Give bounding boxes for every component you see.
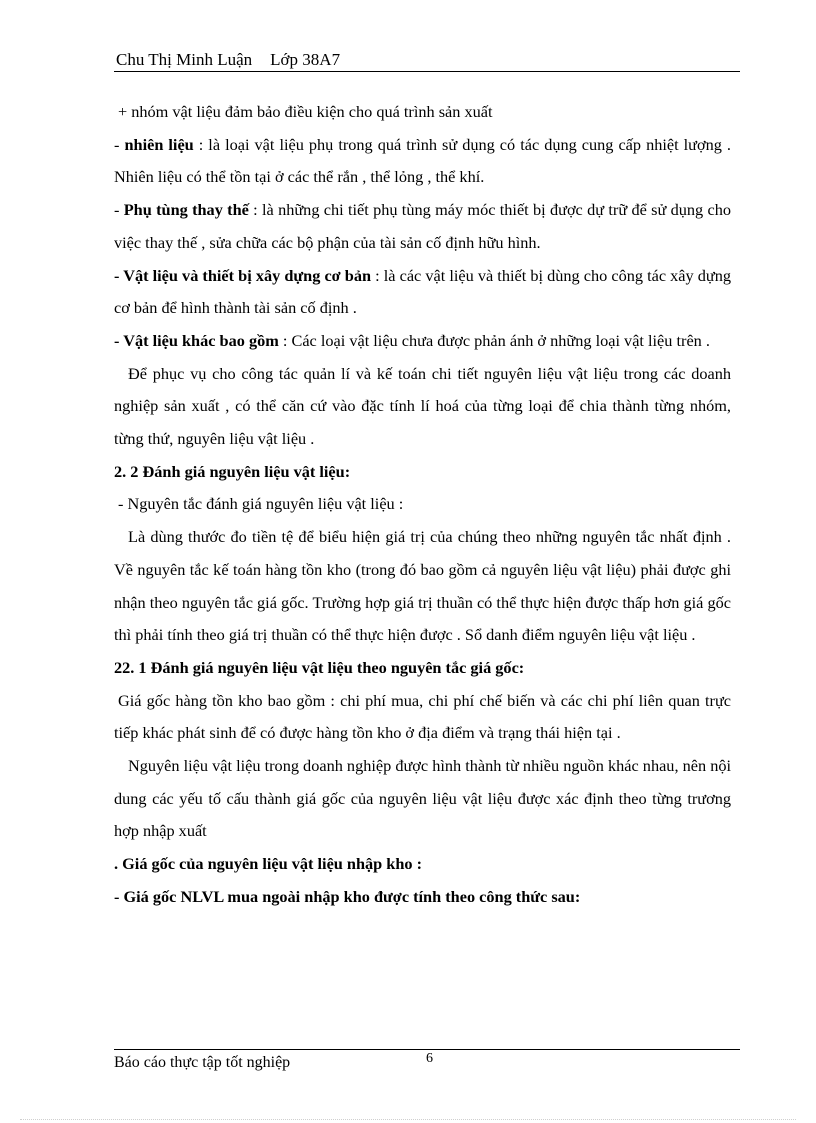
paragraph-6: Để phục vụ cho công tác quản lí và kế toán chi tiết nguyên liệu vật liệu trong các doanh nghiệp sản xuất , có thể căn cứ vào đặc tính lí hoá của từng loại để chia thành từng nhóm, từng thứ, nguyên liệu vật liệu . bbox=[114, 363, 731, 449]
class-name: Lớp 38A7 bbox=[270, 50, 341, 69]
term-vat-lieu-khac: - Vật liệu khác bao gồm bbox=[114, 330, 279, 350]
term-vat-lieu-xay-dung: - Vật liệu và thiết bị xây dựng cơ bản bbox=[114, 265, 372, 285]
paragraph-3: - Phụ tùng thay thế : là những chi tiết phụ tùng máy móc thiết bị được dự trữ để sử dụng cho việc thay thế , sửa chữa các bộ phận của tài sản cố định hữu hình. bbox=[114, 200, 731, 252]
paragraph-7: - Nguyên tắc đánh giá nguyên liệu vật liệu : bbox=[118, 494, 404, 514]
paragraph-9: Giá gốc hàng tồn kho bao gồm : chi phí mua, chi phí chế biến và các chi phí liên quan trực tiếp khác phát sinh để có được hàng tồn kho ở địa điểm và trạng thái hiện tại . bbox=[114, 690, 731, 743]
paragraph-5: - Vật liệu khác bao gồm : Các loại vật liệu chưa được phản ánh ở những loại vật liệu trên . bbox=[114, 330, 710, 350]
term-nhien-lieu: nhiên liệu bbox=[124, 134, 194, 154]
paragraph-8: Là dùng thước đo tiền tệ để biểu hiện giá trị của chúng theo những nguyên tắc nhất định . Về nguyên tắc kế toán hàng tồn kho (trong đó bao gồm cả nguyên liệu vật liệu) phải được ghi nhận theo nguyên tắc giá gốc. Trường hợp giá trị thuần có thể thực hiện được thấp hơn giá gốc thì phải tính theo giá trị thuần có thể thực hiện được . Sổ danh điểm nguyên liệu vật liệu . bbox=[114, 527, 731, 645]
footer-title: Báo cáo thực tập tốt nghiệp bbox=[114, 1054, 291, 1071]
page-edge-dots bbox=[20, 1119, 796, 1120]
paragraph-1: + nhóm vật liệu đảm bảo điều kiện cho quá trình sản xuất bbox=[118, 102, 493, 121]
page-number: 6 bbox=[426, 1051, 433, 1066]
author-name: Chu Thị Minh Luận bbox=[116, 50, 253, 69]
header-rule bbox=[114, 71, 740, 72]
heading-gia-goc-nhap-kho: . Giá gốc của nguyên liệu vật liệu nhập kho : bbox=[114, 854, 423, 874]
heading-gia-goc-mua-ngoai: - Giá gốc NLVL mua ngoài nhập kho được tính theo công thức sau: bbox=[114, 886, 581, 906]
document-body bbox=[114, 96, 731, 914]
heading-22-1: 22. 1 Đánh giá nguyên liệu vật liệu theo nguyên tắc giá gốc: bbox=[114, 657, 525, 677]
paragraph-2: - nhiên liệu : là loại vật liệu phụ trong quá trình sử dụng có tác dụng cung cấp nhiệt lượng . Nhiên liệu có thể tồn tại ở các thể rắn , thể lỏng , thể khí. bbox=[114, 134, 731, 187]
page-header bbox=[116, 50, 740, 70]
paragraph-4: - Vật liệu và thiết bị xây dựng cơ bản : là các vật liệu và thiết bị dùng cho công tác xây dựng cơ bản để hình thành tài sản cố định . bbox=[114, 265, 731, 318]
footer-rule bbox=[114, 1049, 740, 1050]
paragraph-10: Nguyên liệu vật liệu trong doanh nghiệp được hình thành từ nhiều nguồn khác nhau, nên nội dung các yếu tố cấu thành giá gốc của nguyên liệu vật liệu được xác định theo từng trương hợp nhập xuất bbox=[114, 756, 731, 841]
heading-2-2: 2. 2 Đánh giá nguyên liệu vật liệu: bbox=[114, 461, 351, 481]
term-phu-tung: Phụ tùng thay thế bbox=[123, 200, 249, 220]
